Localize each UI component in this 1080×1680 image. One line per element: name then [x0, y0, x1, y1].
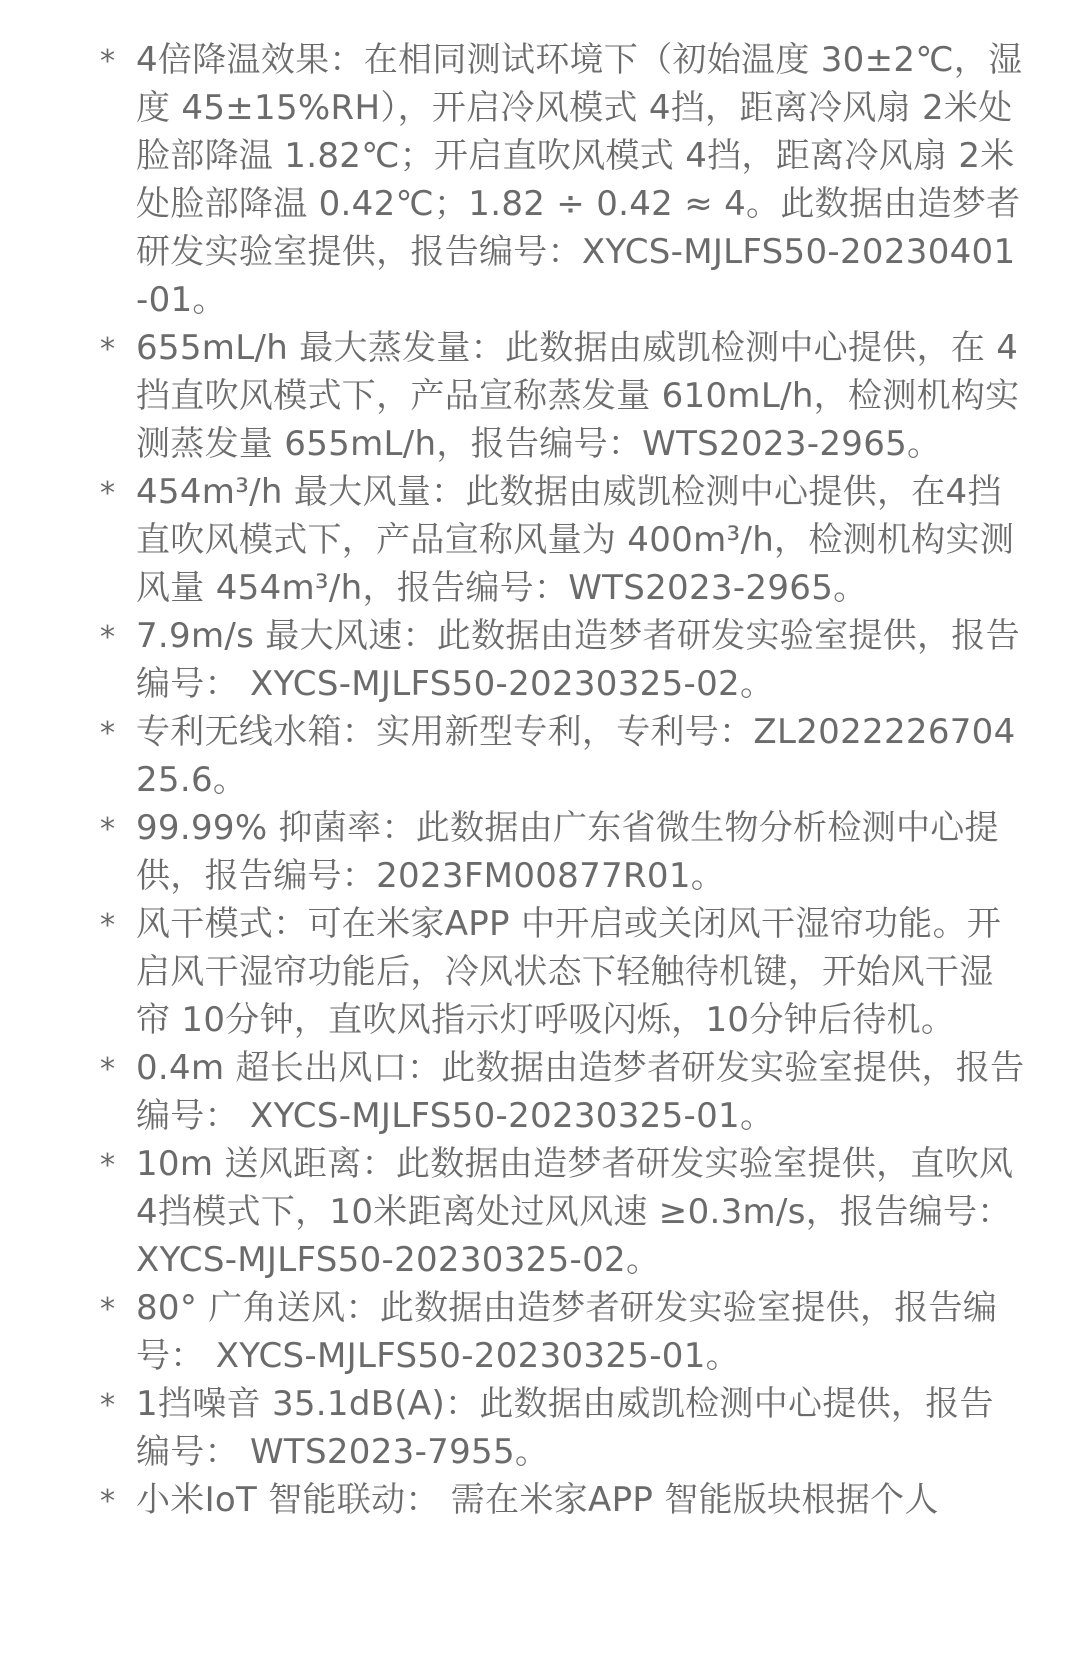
- bullet-asterisk: *: [100, 716, 116, 751]
- bullet-asterisk: *: [100, 908, 116, 943]
- footnote-text: 454m³/h 最大风量：此数据由威凯检测中心提供，在4挡直吹风模式下，产品宣称风量为 400m³/h，检测机构实测风量 454m³/h，报告编号：WTS2023-2965。: [136, 472, 1015, 608]
- footnote-airflow: [0, 468, 1080, 612]
- footnote-text: 655mL/h 最大蒸发量：此数据由威凯检测中心提供，在 4挡直吹风模式下，产品宣称蒸发量 610mL/h，检测机构实测蒸发量 655mL/h，报告编号：WTS2023-2965。: [136, 328, 1020, 464]
- bullet-asterisk: *: [100, 1388, 116, 1423]
- footnote-iot: [0, 1476, 1080, 1524]
- bullet-asterisk: *: [100, 1484, 116, 1519]
- footnote-text: 4倍降温效果：在相同测试环境下（初始温度 30±2℃，湿度 45±15%RH），开启冷风模式 4挡，距离冷风扇 2米处脸部降温 1.82℃；开启直吹风模式 4挡，距离冷风扇 2米处脸部降温 0.42℃；1.82 ÷ 0.42 ≈ 4。此数据由造梦者研发实验室提供，报告编号：XYCS-MJLFS50-20230401-01。: [136, 40, 1023, 320]
- footnote-wide-angle: [0, 1284, 1080, 1380]
- footnote-text: 风干模式：可在米家APP 中开启或关闭风干湿帘功能。开启风干湿帘功能后，冷风状态下轻触待机键，开始风干湿帘 10分钟，直吹风指示灯呼吸闪烁，10分钟后待机。: [136, 904, 1002, 1040]
- footnote-text: 99.99% 抑菌率：此数据由广东省微生物分析检测中心提供，报告编号：2023FM00877R01。: [136, 808, 999, 896]
- footnote-text: 80° 广角送风：此数据由造梦者研发实验室提供，报告编号： XYCS-MJLFS50-20230325-01。: [136, 1288, 998, 1376]
- footnote-text: 1挡噪音 35.1dB(A)：此数据由威凯检测中心提供，报告编号： WTS2023-7955。: [136, 1384, 994, 1472]
- bullet-asterisk: *: [100, 1148, 116, 1183]
- footnote-text: 专利无线水箱：实用新型专利，专利号：ZL202222670425.6。: [136, 712, 1016, 800]
- footnote-noise: [0, 1380, 1080, 1476]
- footnote-text: 10m 送风距离：此数据由造梦者研发实验室提供，直吹风 4挡模式下，10米距离处过风风速 ≥0.3m/s，报告编号： XYCS-MJLFS50-20230325-02。: [136, 1144, 1014, 1280]
- footnote-antibacterial: [0, 804, 1080, 900]
- bullet-asterisk: *: [100, 332, 116, 367]
- footnote-air-outlet: [0, 1044, 1080, 1140]
- bullet-asterisk: *: [100, 44, 116, 79]
- bullet-asterisk: *: [100, 1052, 116, 1087]
- footnote-cooling-effect: [0, 36, 1080, 324]
- footnote-text: 7.9m/s 最大风速：此数据由造梦者研发实验室提供，报告编号： XYCS-MJLFS50-20230325-02。: [136, 616, 1020, 704]
- bullet-asterisk: *: [100, 620, 116, 655]
- footnote-evaporation: [0, 324, 1080, 468]
- footnote-wind-speed: [0, 612, 1080, 708]
- bullet-asterisk: *: [100, 476, 116, 511]
- footnote-text: 小米IoT 智能联动： 需在米家APP 智能版块根据个人: [136, 1480, 939, 1520]
- bullet-asterisk: *: [100, 812, 116, 847]
- bullet-asterisk: *: [100, 1292, 116, 1327]
- footnote-text: 0.4m 超长出风口：此数据由造梦者研发实验室提供，报告编号： XYCS-MJLFS50-20230325-01。: [136, 1048, 1025, 1136]
- footnote-air-distance: [0, 1140, 1080, 1284]
- footnote-dry-mode: [0, 900, 1080, 1044]
- footnote-water-tank-patent: [0, 708, 1080, 804]
